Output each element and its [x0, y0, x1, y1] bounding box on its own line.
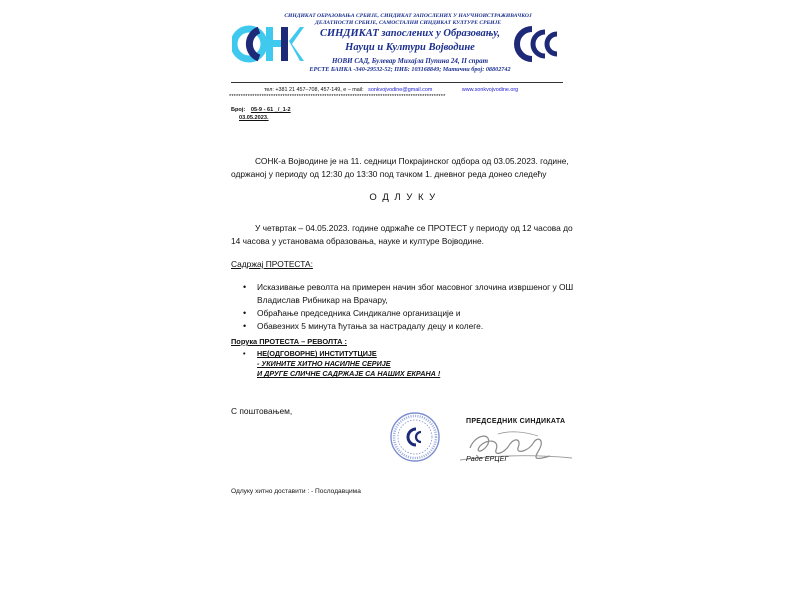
- email-link[interactable]: sonkvojvodine@gmail.com: [368, 87, 433, 93]
- header-divider: [231, 82, 563, 83]
- list-item: • Обавезних 5 минута ћутања за настрадалу децу и колеге.: [231, 320, 581, 333]
- list-item: • Исказивање револта на примерен начин због масовног злочина извршеног у ОШ Владислав Рибникар на Врачару,: [231, 281, 581, 306]
- reference-label: Број:: [231, 107, 246, 113]
- reference-block: [231, 106, 291, 122]
- message-bullet: •: [243, 349, 246, 358]
- reference-date: 03.05.2023.: [239, 115, 269, 121]
- stamp-graphic: [389, 411, 441, 463]
- header-title-line-1: СИНДИКАТ запослених у Образовању,: [319, 28, 501, 39]
- decision-paragraph: У четвртак – 04.05.2023. године одржаће се ПРОТЕСТ у периоду од 12 часова до 14 часова у установама образовања, науке и културе Војводине.: [231, 223, 573, 246]
- contact-line: [264, 87, 584, 93]
- website-link[interactable]: www.sonkvojvodine.org: [461, 87, 519, 93]
- message-line-1-text: НЕ(ОДГОВОРНЕ) ИНСТИТУТЦИЈЕ: [257, 349, 377, 358]
- intro-paragraph: СОНК-а Војводине је на 11. седници Покрајинског одбора од 03.05.2023. године, одржаној у периоду од 12:30 до 13:30 под тачком 1. дневног реда донео следећу: [231, 156, 569, 179]
- message-line-2: - УКИНИТЕ ХИТНО НАСИЛНЕ СЕРИЈЕ: [257, 359, 391, 368]
- signature-title: ПРЕДСЕДНИК СИНДИКАТА: [466, 418, 566, 425]
- header-title-line-2: Науци и Култури Војводине: [345, 42, 475, 53]
- list-item: • Обраћање председника Синдикалне организације и: [231, 307, 581, 320]
- message-title: Порука ПРОТЕСТА – РЕВОЛТА :: [231, 337, 347, 346]
- decision-heading: О Д Л У К У: [369, 192, 437, 203]
- org-line-2: ДЕЛАТНОСТИ СРБИЈЕ, САМОСТАЛНИ СИНДИКАТ КУЛТУРЕ СРБИЈЕ: [315, 20, 501, 26]
- reference-number-row: [231, 106, 291, 114]
- header-address: НОВИ САД, Булевар Михајла Пупина 24, II спрат: [331, 57, 489, 65]
- stars-divider: *********************************************************************************************: [229, 94, 446, 100]
- ccc-logo-graphic: [513, 24, 561, 64]
- message-line-3: И ДРУГЕ СЛИЧНЕ САДРЖАЈЕ СА НАШИХ ЕКРАНА !: [257, 369, 441, 378]
- content-title: Садржај ПРОТЕСТА:: [231, 259, 313, 269]
- contact-prefix: тел: +381 21 457–708, 457-149, е – mail:: [264, 87, 364, 93]
- org-line-1: СИНДИКАТ ОБРАЗОВАЊА СРБИЈЕ, СИНДИКАТ ЗАПОСЛЕНИХ У НАУЧНОИСТРАЖИВАЧКОЈ: [284, 13, 532, 19]
- content-list: [231, 281, 581, 332]
- ccc-logo: [513, 24, 561, 64]
- closing-text: С поштовањем,: [231, 406, 293, 416]
- message-line-1: [243, 349, 440, 359]
- signature-name: Раде ЕРЦЕГ: [466, 454, 509, 463]
- official-stamp: [389, 411, 441, 463]
- header-bank: ЕРСТЕ БАНКА -340-29532-52; ПИБ: 103168849; Матични број: 08802742: [309, 66, 511, 73]
- reference-number: 05-9 - 61 _/_1-2: [250, 107, 291, 113]
- footer-note: Одлуку хитно доставити : - Послодавцима: [231, 488, 361, 495]
- message-block: [243, 349, 440, 379]
